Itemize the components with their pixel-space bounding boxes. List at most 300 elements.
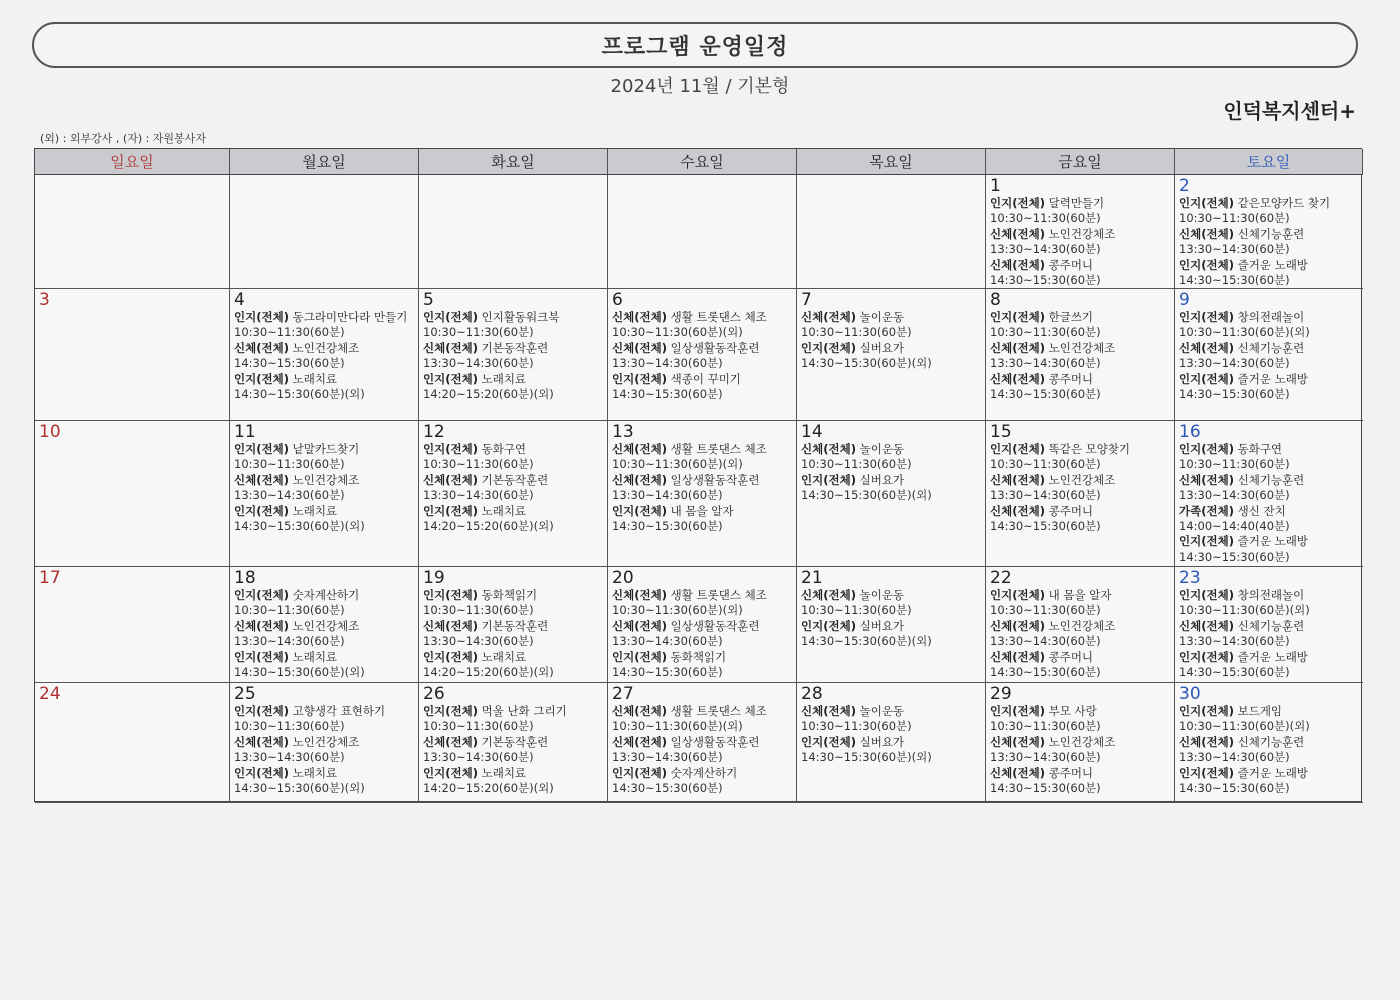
activity-line [1179, 310, 1359, 325]
activity-category: 신체(전체) [801, 704, 856, 718]
activity-time: 13:30~14:30(60분) [423, 634, 534, 649]
activity-name: 똑같은 모양찾기 [1048, 442, 1131, 456]
day-number: 17 [39, 568, 61, 588]
activity-line [801, 735, 981, 750]
activity-category: 인지(전체) [423, 371, 478, 386]
activity-time: 13:30~14:30(60분) [990, 634, 1101, 649]
activity-name: 일상생활동작훈련 [670, 618, 760, 633]
calendar-day-cell [230, 567, 419, 683]
activity-name: 내 몸을 알자 [1048, 588, 1112, 602]
activity-name: 동화책읽기 [481, 588, 538, 602]
activity-name: 콩주머니 [1048, 649, 1094, 664]
activity-category: 인지(전체) [990, 310, 1045, 324]
activity-category: 신체(전체) [612, 588, 667, 602]
activity-category: 인지(전체) [234, 765, 289, 780]
activity-name: 노인건강체조 [292, 472, 360, 487]
activity-time: 13:30~14:30(60분) [1179, 242, 1290, 257]
activity-name: 콩주머니 [1048, 765, 1094, 780]
activity-name: 생활 트롯댄스 체조 [670, 310, 767, 324]
activity-line [234, 619, 414, 634]
activity-category: 신체(전체) [423, 734, 478, 749]
calendar-day-cell [230, 175, 419, 289]
activity-category: 인지(전체) [423, 765, 478, 780]
legend-note: (외) : 외부강사 , (자) : 자원봉사자 [40, 132, 206, 145]
activity-name: 부모 사랑 [1048, 704, 1097, 718]
activity-time: 10:30~11:30(60분) [990, 211, 1101, 226]
activity-line [234, 341, 414, 356]
activity-name: 낱말카드찾기 [292, 442, 360, 456]
weekday-header: 수요일 [608, 149, 797, 175]
activity-line [990, 310, 1170, 325]
calendar-day-cell [419, 175, 608, 289]
activity-time: 13:30~14:30(60분) [1179, 356, 1290, 371]
calendar-day-cell [419, 289, 608, 421]
activity-time: 10:30~11:30(60분)(외) [612, 603, 743, 618]
activity-category: 신체(전체) [423, 340, 478, 355]
day-number: 13 [612, 422, 634, 442]
activity-name: 생활 트롯댄스 체조 [670, 442, 767, 456]
activity-category: 인지(전체) [234, 442, 289, 456]
activity-time: 14:30~15:30(60분) [612, 781, 723, 796]
calendar-day-cell [986, 421, 1175, 567]
activity-category: 신체(전체) [612, 704, 667, 718]
activity-line [423, 766, 603, 781]
activity-name: 노인건강체조 [292, 618, 360, 633]
activity-line [990, 588, 1170, 603]
activity-line [1179, 650, 1359, 665]
activity-name: 숫자계산하기 [292, 588, 360, 602]
activity-name: 동화구연 [481, 442, 527, 456]
activity-name: 노인건강체조 [292, 340, 360, 355]
activity-name: 콩주머니 [1048, 503, 1094, 518]
activity-category: 인지(전체) [423, 442, 478, 456]
day-number: 22 [990, 568, 1012, 588]
activity-time: 14:30~15:30(60분)(외) [234, 781, 365, 796]
activity-name: 노인건강체조 [1048, 618, 1116, 633]
calendar-day-cell [986, 175, 1175, 289]
activity-time: 14:30~15:30(60분) [612, 519, 723, 534]
activity-time: 14:20~15:20(60분)(외) [423, 781, 554, 796]
activity-name: 즐거운 노래방 [1237, 765, 1308, 780]
calendar-day-cell [419, 567, 608, 683]
activity-name: 동화책읽기 [670, 649, 727, 664]
activity-category: 인지(전체) [990, 588, 1045, 602]
calendar-day-cell [797, 175, 986, 289]
activity-line [1179, 372, 1359, 387]
activity-time: 10:30~11:30(60분) [801, 603, 912, 618]
activity-time: 13:30~14:30(60분) [612, 488, 723, 503]
activity-time: 13:30~14:30(60분) [423, 356, 534, 371]
activity-name: 노래치료 [292, 371, 338, 386]
activity-line [423, 704, 603, 719]
activity-category: 인지(전체) [801, 734, 856, 749]
activity-name: 신체기능훈련 [1237, 340, 1305, 355]
activity-line [990, 442, 1170, 457]
activity-time: 10:30~11:30(60분)(외) [612, 457, 743, 472]
activity-category: 신체(전체) [990, 503, 1045, 518]
activity-category: 인지(전체) [1179, 704, 1234, 718]
activity-line [990, 227, 1170, 242]
activity-time: 14:30~15:30(60분) [990, 781, 1101, 796]
activity-category: 인지(전체) [234, 704, 289, 718]
activity-time: 13:30~14:30(60분) [612, 356, 723, 371]
activity-category: 신체(전체) [1179, 226, 1234, 241]
activity-category: 인지(전체) [801, 472, 856, 487]
activity-name: 실버요가 [859, 618, 905, 633]
activity-time: 14:30~15:30(60분)(외) [801, 488, 932, 503]
activity-category: 신체(전체) [990, 472, 1045, 487]
activity-name: 놀이운동 [859, 310, 905, 324]
activity-time: 13:30~14:30(60분) [990, 242, 1101, 257]
activity-time: 14:30~15:30(60분)(외) [801, 634, 932, 649]
activity-line [423, 504, 603, 519]
activity-time: 10:30~11:30(60분) [801, 325, 912, 340]
activity-category: 인지(전체) [1179, 310, 1234, 324]
activity-category: 인지(전체) [1179, 257, 1234, 272]
activity-name: 놀이운동 [859, 442, 905, 456]
activity-line [1179, 196, 1359, 211]
activity-category: 인지(전체) [423, 588, 478, 602]
activity-time: 10:30~11:30(60분) [423, 719, 534, 734]
day-number: 26 [423, 684, 445, 704]
activity-category: 신체(전체) [612, 340, 667, 355]
calendar-day-cell [35, 289, 230, 421]
activity-category: 신체(전체) [612, 734, 667, 749]
calendar-day-cell [986, 683, 1175, 803]
activity-name: 놀이운동 [859, 704, 905, 718]
weekday-header: 목요일 [797, 149, 986, 175]
activity-name: 노인건강체조 [1048, 340, 1116, 355]
activity-name: 콩주머니 [1048, 257, 1094, 272]
calendar-day-cell [608, 567, 797, 683]
activity-name: 동화구연 [1237, 442, 1283, 456]
activity-time: 10:30~11:30(60분) [423, 457, 534, 472]
day-number: 8 [990, 290, 1001, 310]
activity-line [1179, 258, 1359, 273]
activity-name: 창의전래놀이 [1237, 310, 1305, 324]
activity-time: 14:30~15:30(60분) [990, 665, 1101, 680]
calendar-day-cell [230, 289, 419, 421]
activity-time: 10:30~11:30(60분)(외) [612, 719, 743, 734]
calendar-day-cell [1175, 567, 1363, 683]
activity-category: 신체(전체) [423, 618, 478, 633]
activity-time: 10:30~11:30(60분) [234, 603, 345, 618]
activity-line [423, 473, 603, 488]
activity-line [612, 619, 792, 634]
activity-line [801, 588, 981, 603]
activity-time: 14:30~15:30(60분) [990, 519, 1101, 534]
activity-name: 실버요가 [859, 734, 905, 749]
activity-line [990, 258, 1170, 273]
activity-line [234, 504, 414, 519]
activity-time: 14:20~15:20(60분)(외) [423, 519, 554, 534]
activity-line [801, 704, 981, 719]
activity-time: 13:30~14:30(60분) [990, 750, 1101, 765]
day-number: 18 [234, 568, 256, 588]
activity-category: 인지(전체) [801, 618, 856, 633]
activity-time: 10:30~11:30(60분) [990, 457, 1101, 472]
activity-time: 14:30~15:30(60분)(외) [234, 387, 365, 402]
activity-line [612, 650, 792, 665]
activity-time: 10:30~11:30(60분) [801, 457, 912, 472]
activity-time: 13:30~14:30(60분) [612, 634, 723, 649]
activity-name: 일상생활동작훈련 [670, 734, 760, 749]
activity-time: 13:30~14:30(60분) [1179, 634, 1290, 649]
activity-category: 인지(전체) [612, 649, 667, 664]
activity-line [990, 766, 1170, 781]
activity-category: 인지(전체) [234, 371, 289, 386]
activity-time: 14:30~15:30(60분)(외) [801, 356, 932, 371]
activity-line [1179, 473, 1359, 488]
activity-line [1179, 341, 1359, 356]
activity-name: 기본동작훈련 [481, 734, 549, 749]
activity-name: 인지활동워크북 [481, 310, 560, 324]
activity-time: 14:30~15:30(60분) [1179, 665, 1290, 680]
organization-name: 인덕복지센터+ [1223, 99, 1356, 123]
activity-name: 기본동작훈련 [481, 618, 549, 633]
activity-time: 10:30~11:30(60분)(외) [612, 325, 743, 340]
activity-name: 내 몸을 알자 [670, 503, 734, 518]
activity-category: 신체(전체) [801, 588, 856, 602]
day-number: 11 [234, 422, 256, 442]
activity-name: 같은모양카드 찾기 [1237, 196, 1331, 210]
activity-category: 인지(전체) [1179, 196, 1234, 210]
activity-line [612, 372, 792, 387]
activity-line [423, 650, 603, 665]
weekday-header: 화요일 [419, 149, 608, 175]
day-number: 28 [801, 684, 823, 704]
activity-line [1179, 766, 1359, 781]
weekday-header: 일요일 [35, 149, 230, 175]
activity-category: 신체(전체) [234, 734, 289, 749]
day-number: 29 [990, 684, 1012, 704]
activity-line [1179, 588, 1359, 603]
activity-time: 14:00~14:40(40분) [1179, 519, 1290, 534]
activity-name: 즐거운 노래방 [1237, 257, 1308, 272]
activity-category: 신체(전체) [612, 618, 667, 633]
activity-category: 인지(전체) [1179, 534, 1234, 549]
activity-name: 노래치료 [481, 649, 527, 664]
activity-time: 14:30~15:30(60분)(외) [234, 665, 365, 680]
activity-category: 신체(전체) [990, 226, 1045, 241]
activity-line [612, 588, 792, 603]
day-number: 1 [990, 176, 1001, 196]
activity-line [990, 341, 1170, 356]
page-subtitle: 2024년 11월 / 기본형 [610, 76, 790, 97]
activity-category: 인지(전체) [612, 503, 667, 518]
activity-category: 신체(전체) [1179, 618, 1234, 633]
activity-category: 신체(전체) [990, 618, 1045, 633]
activity-line [234, 766, 414, 781]
calendar-day-cell [1175, 421, 1363, 567]
activity-line [423, 588, 603, 603]
activity-name: 노래치료 [481, 371, 527, 386]
activity-name: 즐거운 노래방 [1237, 649, 1308, 664]
day-number: 4 [234, 290, 245, 310]
activity-category: 인지(전체) [423, 310, 478, 324]
activity-time: 13:30~14:30(60분) [423, 488, 534, 503]
activity-name: 일상생활동작훈련 [670, 472, 760, 487]
activity-name: 달력만들기 [1048, 196, 1105, 210]
activity-name: 신체기능훈련 [1237, 618, 1305, 633]
activity-category: 신체(전체) [990, 765, 1045, 780]
activity-time: 14:30~15:30(60분) [1179, 387, 1290, 402]
activity-line [423, 735, 603, 750]
activity-line [423, 372, 603, 387]
activity-time: 13:30~14:30(60분) [234, 750, 345, 765]
activity-name: 노래치료 [292, 503, 338, 518]
activity-name: 노인건강체조 [292, 734, 360, 749]
day-number: 12 [423, 422, 445, 442]
activity-name: 신체기능훈련 [1237, 226, 1305, 241]
activity-time: 10:30~11:30(60분) [1179, 211, 1290, 226]
activity-name: 노인건강체조 [1048, 472, 1116, 487]
activity-category: 신체(전체) [1179, 734, 1234, 749]
activity-time: 14:20~15:20(60분)(외) [423, 387, 554, 402]
activity-category: 신체(전체) [234, 340, 289, 355]
day-number: 5 [423, 290, 434, 310]
activity-time: 14:30~15:30(60분) [1179, 781, 1290, 796]
activity-category: 인지(전체) [612, 765, 667, 780]
activity-time: 14:30~15:30(60분) [612, 665, 723, 680]
calendar-day-cell [1175, 175, 1363, 289]
activity-category: 인지(전체) [1179, 588, 1234, 602]
activity-time: 14:30~15:30(60분) [1179, 549, 1290, 564]
activity-category: 인지(전체) [1179, 765, 1234, 780]
day-number: 3 [39, 290, 50, 310]
activity-name: 콩주머니 [1048, 371, 1094, 386]
day-number: 30 [1179, 684, 1201, 704]
calendar-day-cell [986, 567, 1175, 683]
activity-category: 인지(전체) [990, 442, 1045, 456]
activity-name: 보드게임 [1237, 704, 1283, 718]
activity-name: 신체기능훈련 [1237, 734, 1305, 749]
activity-line [1179, 619, 1359, 634]
activity-line [990, 504, 1170, 519]
activity-category: 인지(전체) [1179, 442, 1234, 456]
activity-line [423, 619, 603, 634]
activity-name: 즐거운 노래방 [1237, 534, 1308, 549]
activity-category: 인지(전체) [612, 371, 667, 386]
calendar-day-cell [230, 683, 419, 803]
day-number: 21 [801, 568, 823, 588]
activity-name: 동그라미만다라 만들기 [292, 310, 408, 324]
calendar-day-cell [797, 289, 986, 421]
activity-time: 10:30~11:30(60분) [234, 457, 345, 472]
activity-time: 10:30~11:30(60분)(외) [1179, 603, 1310, 618]
activity-line [234, 473, 414, 488]
activity-name: 노래치료 [481, 765, 527, 780]
activity-line [1179, 504, 1359, 519]
activity-category: 신체(전체) [234, 618, 289, 633]
page-title: 프로그램 운영일정 [601, 34, 789, 60]
calendar-day-cell [1175, 683, 1363, 803]
activity-category: 인지(전체) [234, 310, 289, 324]
calendar-day-cell [35, 683, 230, 803]
activity-line [234, 704, 414, 719]
activity-category: 신체(전체) [990, 649, 1045, 664]
activity-category: 신체(전체) [1179, 472, 1234, 487]
activity-line [612, 473, 792, 488]
day-number: 9 [1179, 290, 1190, 310]
activity-time: 13:30~14:30(60분) [1179, 488, 1290, 503]
activity-line [801, 310, 981, 325]
activity-line [612, 442, 792, 457]
activity-category: 신체(전체) [612, 472, 667, 487]
activity-line [801, 473, 981, 488]
activity-time: 14:30~15:30(60분) [612, 387, 723, 402]
activity-category: 인지(전체) [423, 704, 478, 718]
activity-time: 10:30~11:30(60분) [234, 719, 345, 734]
activity-category: 신체(전체) [612, 442, 667, 456]
activity-time: 10:30~11:30(60분) [423, 603, 534, 618]
activity-name: 한글쓰기 [1048, 310, 1094, 324]
activity-name: 창의전래놀이 [1237, 588, 1305, 602]
activity-line [990, 619, 1170, 634]
activity-time: 13:30~14:30(60분) [990, 488, 1101, 503]
activity-line [990, 650, 1170, 665]
activity-line [234, 650, 414, 665]
calendar-day-cell [230, 421, 419, 567]
activity-time: 14:30~15:30(60분)(외) [801, 750, 932, 765]
calendar-day-cell [797, 567, 986, 683]
weekday-header: 월요일 [230, 149, 419, 175]
activity-line [1179, 704, 1359, 719]
activity-category: 신체(전체) [990, 340, 1045, 355]
activity-time: 14:30~15:30(60분) [990, 273, 1101, 288]
activity-category: 신체(전체) [990, 371, 1045, 386]
activity-line [990, 735, 1170, 750]
activity-category: 신체(전체) [801, 442, 856, 456]
activity-category: 신체(전체) [423, 472, 478, 487]
calendar-day-cell [1175, 289, 1363, 421]
calendar-day-cell [797, 683, 986, 803]
activity-category: 신체(전체) [1179, 340, 1234, 355]
weekday-header: 금요일 [986, 149, 1175, 175]
activity-line [234, 735, 414, 750]
activity-name: 생신 잔치 [1237, 503, 1286, 518]
day-number: 20 [612, 568, 634, 588]
activity-time: 10:30~11:30(60분) [990, 719, 1101, 734]
activity-time: 14:20~15:20(60분)(외) [423, 665, 554, 680]
activity-category: 인지(전체) [990, 704, 1045, 718]
day-number: 16 [1179, 422, 1201, 442]
day-number: 27 [612, 684, 634, 704]
calendar-day-cell [608, 421, 797, 567]
calendar-day-cell [35, 175, 230, 289]
activity-time: 10:30~11:30(60분) [801, 719, 912, 734]
activity-category: 가족(전체) [1179, 503, 1234, 518]
activity-category: 인지(전체) [234, 649, 289, 664]
activity-category: 인지(전체) [1179, 371, 1234, 386]
activity-name: 일상생활동작훈련 [670, 340, 760, 355]
calendar-day-cell [986, 289, 1175, 421]
activity-name: 신체기능훈련 [1237, 472, 1305, 487]
calendar-day-cell [608, 683, 797, 803]
activity-line [612, 735, 792, 750]
activity-time: 13:30~14:30(60분) [1179, 750, 1290, 765]
activity-time: 13:30~14:30(60분) [612, 750, 723, 765]
activity-time: 14:30~15:30(60분) [1179, 273, 1290, 288]
activity-name: 생활 트롯댄스 체조 [670, 704, 767, 718]
activity-name: 노래치료 [292, 765, 338, 780]
activity-line [990, 372, 1170, 387]
activity-time: 14:30~15:30(60분) [990, 387, 1101, 402]
activity-category: 신체(전체) [990, 257, 1045, 272]
activity-line [612, 704, 792, 719]
activity-name: 생활 트롯댄스 체조 [670, 588, 767, 602]
calendar-day-cell [608, 175, 797, 289]
